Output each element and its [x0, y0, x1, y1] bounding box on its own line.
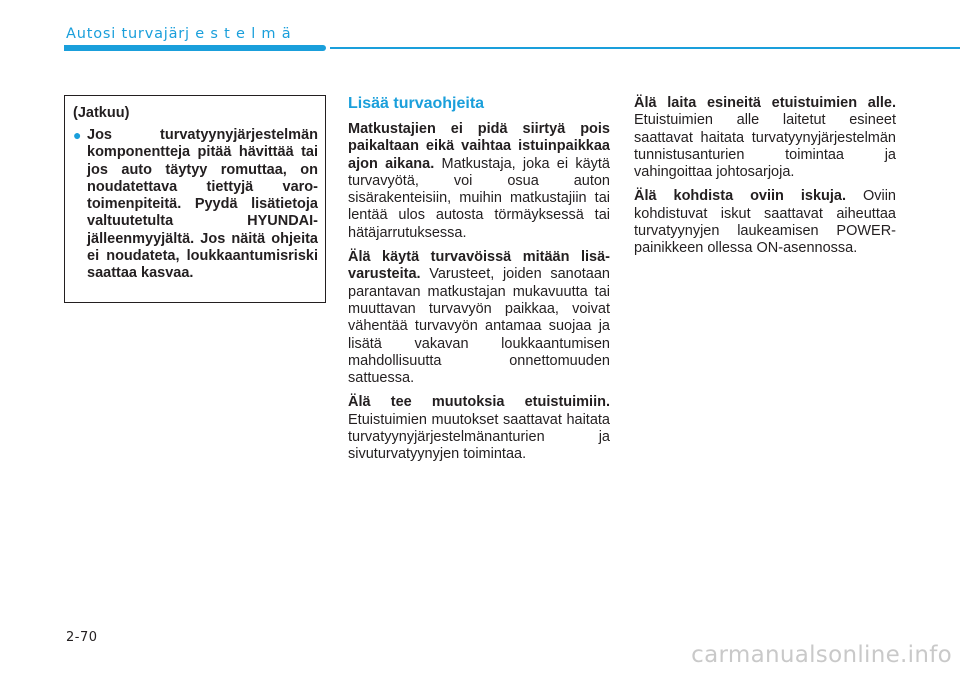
- continued-label: (Jatkuu): [73, 105, 130, 121]
- header-rule-line: [330, 47, 960, 49]
- paragraph-text: Matkustaja, joka ei käytä turvavyötä, voi osua auton sisärakenteisiin, muihin matkustajiin tai lentää ulos autosta törmäyksessä tai hätäjarrutuksessa.: [348, 155, 610, 241]
- safety-paragraph: [634, 95, 896, 181]
- warning-bullet-text: Jos turvatyynyjärjestelmän komponentteja pitää hävittää tai jos auto täytyy romuttaa, on noudatettava tiettyjä varotoimenpiteitä. Pyydä lisätietoja valtuutetulta HYUNDAI-jälleenmyyjältä. Jos näitä ohjeita ei noudateta, loukkaantumisriski saattaa kasvaa.: [87, 127, 318, 282]
- paragraph-text: Etuistuimien alle laitetut esineet saattavat haitata turvatyynyjärjestelmän tunnistusanturien toimintaa ja vahingoittaa johtosarjoja.: [634, 112, 896, 181]
- paragraph-text: Oviin kohdistuvat iskut saattavat aiheuttaa turvatyynyjen laukeamisen POWER-painikkeen ollessa ON-asennossa.: [634, 188, 896, 257]
- warning-box: [64, 95, 326, 303]
- paragraph-heading: Älä tee muutoksia etuistuimiin.: [348, 394, 610, 411]
- middle-column: [348, 95, 610, 471]
- safety-paragraph: [348, 394, 610, 463]
- page-number: 2-70: [66, 630, 98, 645]
- watermark: carmanualsonline.info: [691, 642, 952, 668]
- paragraph-heading: Älä kohdista oviin iskuja.: [634, 188, 846, 205]
- section-title: Lisää turvaohjeita: [348, 95, 485, 112]
- paragraph-text: Etuistuimien muutokset saattavat haitata turvatyynyjärjestelmänanturien ja sivuturvatyynyjen toimintaa.: [348, 411, 610, 463]
- warning-bullet-item: [73, 127, 318, 283]
- paragraph-heading: Älä laita esineitä etuistuimien alle.: [634, 95, 896, 111]
- header-accent-bar: [64, 45, 326, 51]
- paragraph-heading: Matkustajien ei pidä siirtyä pois paikaltaan eikä vaihtaa istuinpaikkaa ajon aikana.: [348, 121, 610, 172]
- right-column: [634, 95, 896, 265]
- bullet-dot-icon: ●: [73, 127, 82, 143]
- paragraph-heading: Älä käytä turvavöissä mitään lisävarusteita.: [348, 249, 610, 283]
- section-header-title: Autosi turvajärj e s t e l m ä: [66, 26, 292, 42]
- safety-paragraph: [348, 249, 610, 387]
- paragraph-text: Varusteet, joiden sanotaan parantavan matkustajan mukavuutta tai muuttavan turvavyön paikkaa, voivat vähentää turvavyön antamaa suojaa ja lisätä vakavan loukkaantumisen mahdollisuutta onnettomuuden sattuessa.: [348, 266, 610, 387]
- safety-paragraph: [348, 121, 610, 242]
- safety-paragraph: [634, 188, 896, 257]
